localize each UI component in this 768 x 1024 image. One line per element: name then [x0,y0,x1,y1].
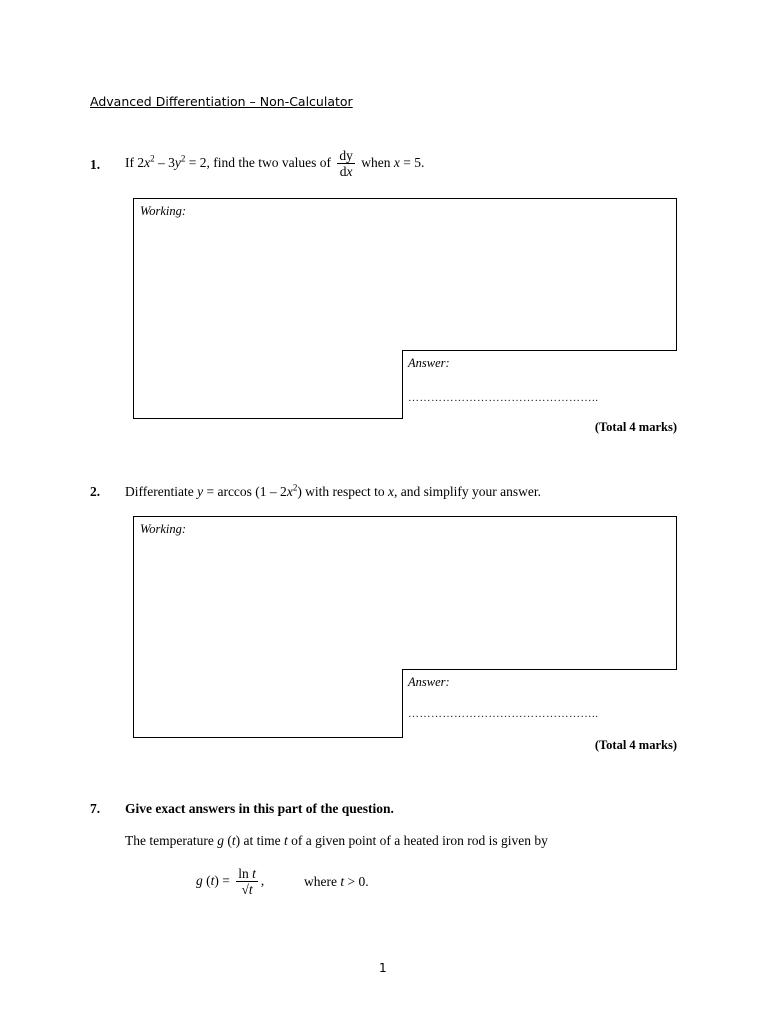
question-2-working-label: Working: [140,522,187,536]
dy-dx-fraction: $\frac{dy}{dx}$ [339,148,353,180]
question-2-answer-label: Answer: [408,675,450,689]
question-2-number: 2. [90,484,101,499]
question-1-marks: (Total 4 marks) [594,420,677,434]
question-2-answer-line[interactable]: ………………………………………….. [408,708,599,720]
question-1-answer-line[interactable]: ………………………………………….. [408,392,599,404]
question-7-text: The temperature g (t) at time t of a given point of a heated iron rod is given by [125,833,548,848]
question-2-text: Differentiate $y = \arccos (1 - 2x^2)$ with respect to x, and simplify your answer. [125,482,542,499]
ln-t-over-sqrt-t-fraction: $\frac{\text{ln t}}{√t}$ [238,866,256,898]
temperature-function: g (t) = $\frac{\text{ln t}}{√t}$ , [196,866,265,898]
question-1-answer-label: Answer: [408,356,450,370]
question-7-number: 7. [90,801,101,816]
question-1-working-label: Working: [140,204,187,218]
page-number: 1 [379,961,387,975]
question-1-text: If $2x^2 - 3y^2 = 2$, find the two values of $\frac{dy}{dx}$ when x = 5. [125,148,425,180]
page-title: Advanced Differentiation – Non-Calculator [90,94,353,109]
question-2-marks: (Total 4 marks) [594,738,677,752]
question-1-number: 1. [90,157,101,172]
question-7-instruction: Give exact answers in this part of the question. [125,801,394,816]
function-domain: where t > 0. [304,874,369,889]
